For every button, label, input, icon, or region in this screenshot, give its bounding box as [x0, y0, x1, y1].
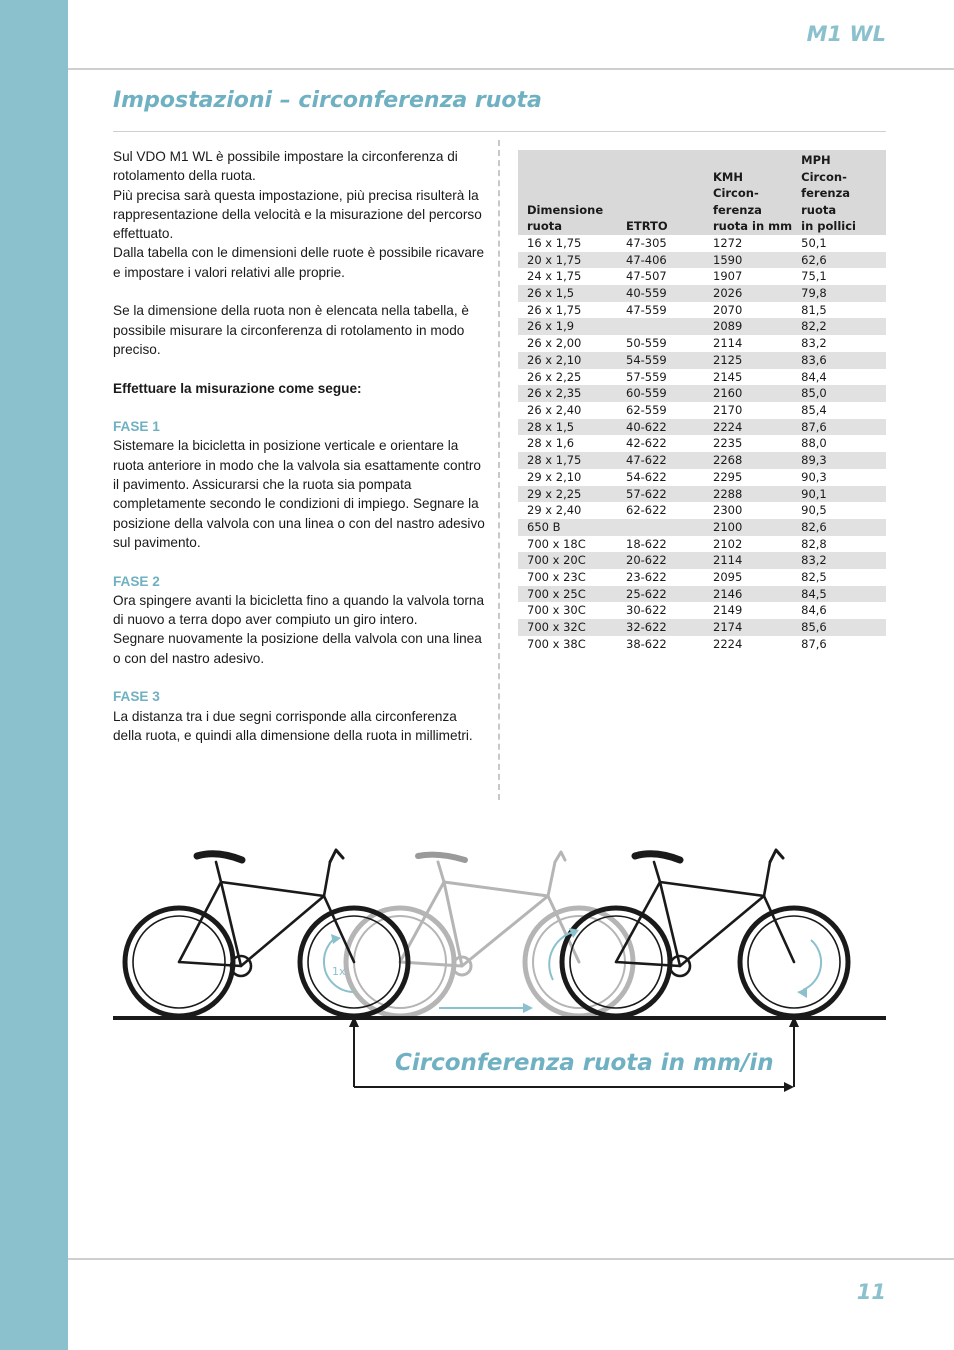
step-3-text: La distanza tra i due segni corrisponde alla circonferenza della ruota, e quindi alla dimensione della ruota in millimetri. [113, 708, 473, 743]
cell-kmh: 2160 [704, 385, 792, 402]
cell-kmh: 2224 [704, 636, 792, 653]
cell-mph: 88,0 [792, 435, 886, 452]
cell-etrto: 40-622 [617, 419, 704, 436]
cell-kmh: 2300 [704, 502, 792, 519]
cell-etrto: 47-305 [617, 235, 704, 252]
table-row [518, 402, 886, 419]
table-row [518, 469, 886, 486]
intro-paragraph-3: Dalla tabella con le dimensioni delle ruote è possibile ricavare e impostare i valori relativi alle proprie. [113, 245, 485, 280]
cell-mph: 82,8 [792, 536, 886, 553]
cell-size: 26 x 2,40 [518, 402, 617, 419]
diagram-caption: Circonferenza ruota in mm/in [395, 1050, 774, 1076]
cell-kmh: 2095 [704, 569, 792, 586]
table-row [518, 569, 886, 586]
cell-etrto: 60-559 [617, 385, 704, 402]
cell-etrto: 54-559 [617, 352, 704, 369]
cell-kmh: 2089 [704, 318, 792, 335]
cell-mph: 84,5 [792, 586, 886, 603]
cell-mph: 83,2 [792, 552, 886, 569]
table-row [518, 552, 886, 569]
cell-etrto: 40-559 [617, 285, 704, 302]
cell-etrto: 47-406 [617, 252, 704, 269]
column-divider [498, 140, 500, 800]
cell-kmh: 2170 [704, 402, 792, 419]
cell-kmh: 2146 [704, 586, 792, 603]
cell-etrto: 32-622 [617, 619, 704, 636]
cell-size: 650 B [518, 519, 617, 536]
table-row [518, 452, 886, 469]
cell-size: 16 x 1,75 [518, 235, 617, 252]
table-row [518, 235, 886, 252]
table-row [518, 419, 886, 436]
cell-mph: 87,6 [792, 419, 886, 436]
table-row [518, 252, 886, 269]
intro-paragraph-1: Sul VDO M1 WL è possibile impostare la circonferenza di rotolamento della ruota. [113, 149, 458, 184]
cell-mph: 50,1 [792, 235, 886, 252]
cell-size: 20 x 1,75 [518, 252, 617, 269]
cell-size: 28 x 1,5 [518, 419, 617, 436]
cell-kmh: 2295 [704, 469, 792, 486]
table-row [518, 435, 886, 452]
cell-mph: 84,4 [792, 369, 886, 386]
cell-kmh: 2102 [704, 536, 792, 553]
cell-mph: 85,4 [792, 402, 886, 419]
step-2-text: Ora spingere avanti la bicicletta fino a quando la valvola torna di nuovo a terra dopo aver compiuto un giro intero. [113, 592, 485, 628]
cell-etrto: 20-622 [617, 552, 704, 569]
cell-mph: 82,6 [792, 519, 886, 536]
cell-etrto: 25-622 [617, 586, 704, 603]
cell-mph: 85,0 [792, 385, 886, 402]
cell-mph: 82,2 [792, 318, 886, 335]
step-2-text-2: Segnare nuovamente la posizione della valvola con una linea o con del nastro adesivo. [113, 631, 482, 666]
title-rule [113, 131, 886, 132]
measure-heading: Effettuare la misurazione come segue: [113, 380, 362, 396]
table-row [518, 268, 886, 285]
cell-size: 26 x 2,10 [518, 352, 617, 369]
cell-kmh: 2114 [704, 552, 792, 569]
cell-kmh: 2174 [704, 619, 792, 636]
cell-mph: 87,6 [792, 636, 886, 653]
sidebar-band [0, 0, 68, 1350]
cell-size: 26 x 2,00 [518, 335, 617, 352]
cell-mph: 83,6 [792, 352, 886, 369]
cell-etrto: 47-507 [617, 268, 704, 285]
cell-mph: 89,3 [792, 452, 886, 469]
intro-paragraph-2: Più precisa sarà questa impostazione, più precisa risulterà la rappresentazione della velocità e la misurazione del percorso effettuato. [113, 187, 482, 242]
table-row [518, 602, 886, 619]
table-row [518, 636, 886, 653]
table-row [518, 369, 886, 386]
cell-size: 29 x 2,10 [518, 469, 617, 486]
step-1-label: FASE 1 [113, 419, 160, 435]
cell-kmh: 2288 [704, 486, 792, 503]
cell-etrto: 50-559 [617, 335, 704, 352]
table-row [518, 619, 886, 636]
cell-kmh: 2149 [704, 602, 792, 619]
cell-mph: 83,2 [792, 335, 886, 352]
cell-size: 24 x 1,75 [518, 268, 617, 285]
cell-kmh: 2235 [704, 435, 792, 452]
step-3-label: FASE 3 [113, 689, 160, 705]
table-row [518, 285, 886, 302]
cell-mph: 82,5 [792, 569, 886, 586]
cell-mph: 85,6 [792, 619, 886, 636]
col-header-kmh: KMH Circon- ferenza ruota in mm [704, 150, 792, 235]
cell-etrto [617, 519, 704, 536]
step-2-label: FASE 2 [113, 573, 160, 589]
table-row [518, 502, 886, 519]
cell-size: 700 x 18C [518, 536, 617, 553]
cell-mph: 90,5 [792, 502, 886, 519]
table-body [518, 235, 886, 653]
table-row [518, 385, 886, 402]
cell-size: 700 x 20C [518, 552, 617, 569]
movement-arrow [439, 1003, 533, 1013]
model-name: M1 WL [806, 22, 886, 46]
cell-mph: 75,1 [792, 268, 886, 285]
rotation-count-label: 1x [332, 965, 346, 978]
table-row [518, 519, 886, 536]
cell-etrto: 47-622 [617, 452, 704, 469]
cell-kmh: 2224 [704, 419, 792, 436]
page-number: 11 [856, 1280, 886, 1304]
cell-size: 28 x 1,75 [518, 452, 617, 469]
cell-kmh: 2026 [704, 285, 792, 302]
cell-kmh: 2100 [704, 519, 792, 536]
footer-rule [68, 1258, 954, 1260]
wheel-size-table [518, 150, 886, 653]
table-row [518, 536, 886, 553]
cell-size: 700 x 32C [518, 619, 617, 636]
header-rule [68, 68, 954, 70]
table-row [518, 318, 886, 335]
cell-etrto: 23-622 [617, 569, 704, 586]
cell-etrto: 57-622 [617, 486, 704, 503]
instructions-text [113, 147, 485, 745]
cell-etrto: 47-559 [617, 302, 704, 319]
cell-size: 29 x 2,25 [518, 486, 617, 503]
cell-size: 26 x 1,5 [518, 285, 617, 302]
cell-kmh: 2125 [704, 352, 792, 369]
col-header-mph: MPH Circon- ferenza ruota in pollici [792, 150, 886, 235]
table-row [518, 352, 886, 369]
col-header-size: Dimensione ruota [518, 150, 617, 235]
cell-size: 700 x 38C [518, 636, 617, 653]
intro-paragraph-4: Se la dimensione della ruota non è elencata nella tabella, è possibile misurare la circonferenza di rotolamento in modo preciso. [113, 303, 469, 357]
cell-etrto: 54-622 [617, 469, 704, 486]
cell-kmh: 1590 [704, 252, 792, 269]
table-row [518, 586, 886, 603]
cell-kmh: 2145 [704, 369, 792, 386]
cell-size: 26 x 2,25 [518, 369, 617, 386]
cell-mph: 81,5 [792, 302, 886, 319]
cell-kmh: 2114 [704, 335, 792, 352]
cell-kmh: 1907 [704, 268, 792, 285]
cell-etrto: 42-622 [617, 435, 704, 452]
section-title: Impostazioni – circonferenza ruota [113, 88, 542, 113]
cell-size: 700 x 30C [518, 602, 617, 619]
cell-size: 700 x 23C [518, 569, 617, 586]
cell-mph: 84,6 [792, 602, 886, 619]
cell-mph: 90,3 [792, 469, 886, 486]
col-header-etrto: ETRTO [617, 150, 704, 235]
cell-size: 28 x 1,6 [518, 435, 617, 452]
cell-mph: 79,8 [792, 285, 886, 302]
table-row [518, 302, 886, 319]
cell-size: 26 x 1,9 [518, 318, 617, 335]
cell-kmh: 2070 [704, 302, 792, 319]
cell-size: 26 x 1,75 [518, 302, 617, 319]
step-1-text: Sistemare la bicicletta in posizione verticale e orientare la ruota anteriore in modo che la valvola sia esattamente contro il pavimento. Assicurarsi che la ruota sia pompata completamente secondo le condizioni di impiego. Segnare la posizione della valvola con una linea o con del nastro adesivo sul pavimento. [113, 438, 485, 550]
cell-etrto: 30-622 [617, 602, 704, 619]
cell-mph: 62,6 [792, 252, 886, 269]
cell-etrto [617, 318, 704, 335]
cell-size: 700 x 25C [518, 586, 617, 603]
table-header-row [518, 150, 886, 235]
cell-size: 26 x 2,35 [518, 385, 617, 402]
cell-kmh: 2268 [704, 452, 792, 469]
table-row [518, 335, 886, 352]
cell-etrto: 62-559 [617, 402, 704, 419]
cell-etrto: 18-622 [617, 536, 704, 553]
cell-etrto: 38-622 [617, 636, 704, 653]
cell-etrto: 62-622 [617, 502, 704, 519]
cell-kmh: 1272 [704, 235, 792, 252]
table-row [518, 486, 886, 503]
cell-mph: 90,1 [792, 486, 886, 503]
cell-etrto: 57-559 [617, 369, 704, 386]
cell-size: 29 x 2,40 [518, 502, 617, 519]
